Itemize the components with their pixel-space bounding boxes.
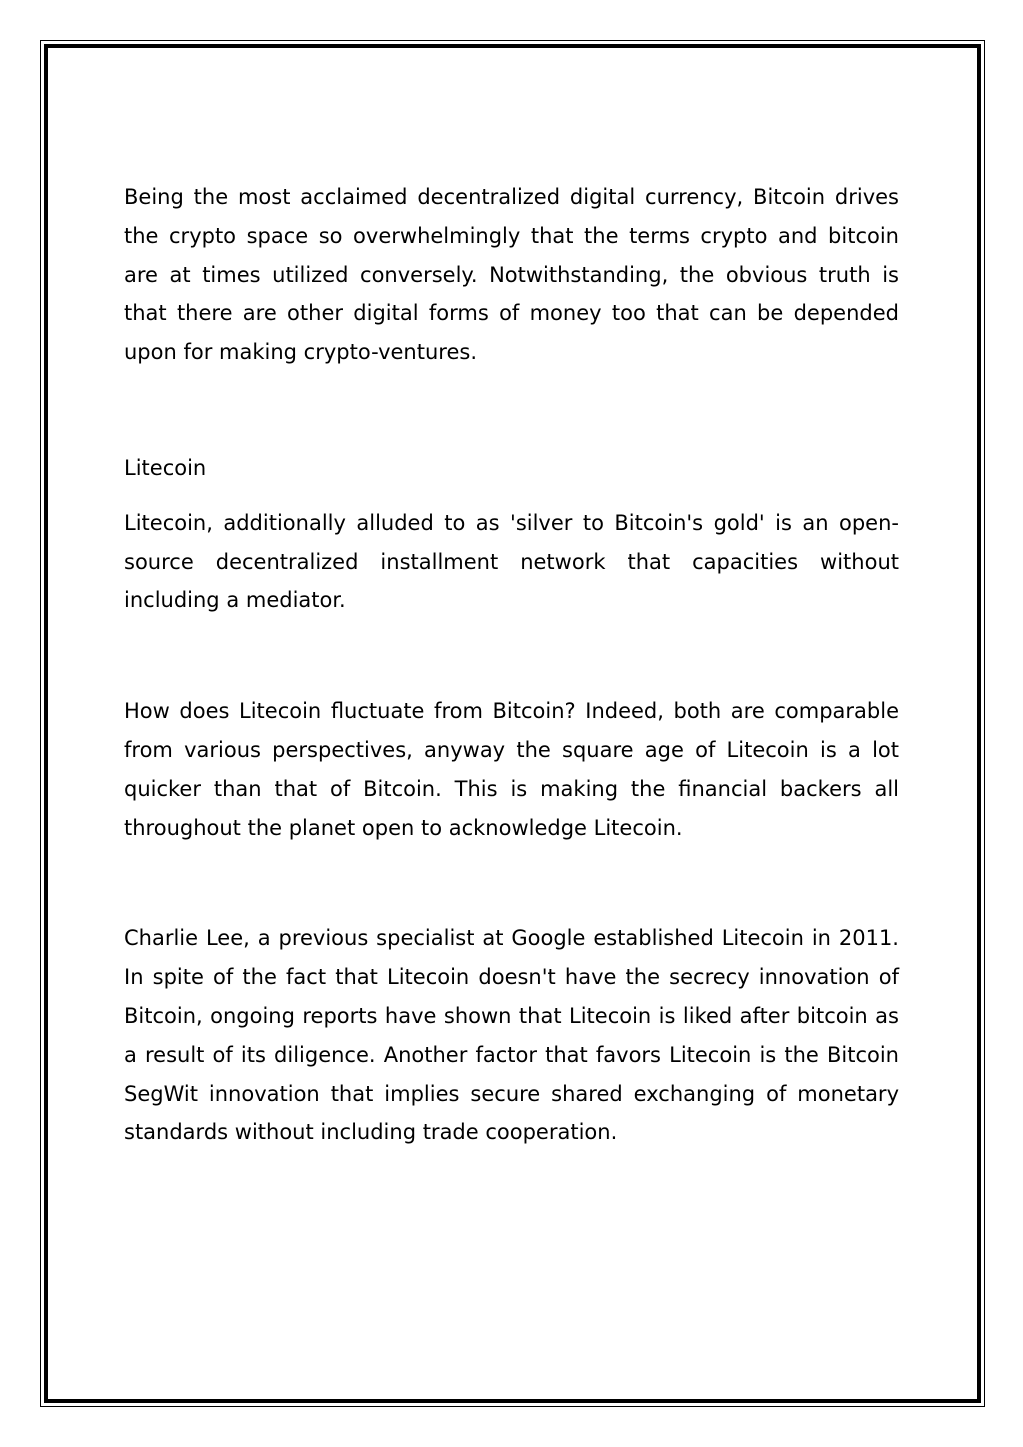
section-heading: Litecoin <box>124 455 207 480</box>
comparison-paragraph: How does Litecoin fluctuate from Bitcoin? Indeed, both are comparable from various perspectives, anyway the square age of Litecoin is a lot quicker than that of Bitcoin. This is making the financial backers all throughout the planet open to acknowledge Litecoin. <box>124 699 899 840</box>
intro-paragraph: Being the most acclaimed decentralized digital currency, Bitcoin drives the crypto space so overwhelmingly that the terms crypto and bitcoin are at times utilized conversely. Notwithstanding, the obvious truth is that there are other digital forms of money too that can be depended upon for making crypto-ventures. <box>124 185 899 365</box>
litecoin-definition-paragraph: Litecoin, additionally alluded to as 'silver to Bitcoin's gold' is an open-source decentralized installment network that capacities without including a mediator. <box>124 510 899 613</box>
history-paragraph: Charlie Lee, a previous specialist at Google established Litecoin in 2011. In spite of the fact that Litecoin doesn't have the secrecy innovation of Bitcoin, ongoing reports have shown that Litecoin is liked after bitcoin as a result of its diligence. Another factor that favors Litecoin is the Bitcoin SegWit innovation that implies secure shared exchanging of monetary standards without including trade cooperation. <box>124 926 899 1145</box>
document-body <box>124 178 899 1152</box>
